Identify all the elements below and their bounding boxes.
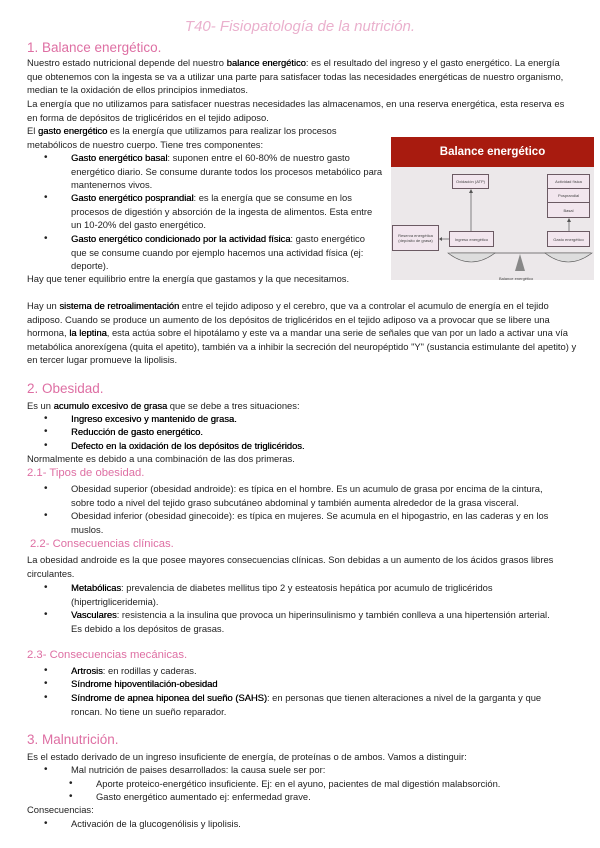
- list-item: • Obesidad inferior (obesidad ginecoide): es típica en mujeres. Se acumula en el hipogastrio, en las caderas y en los muslos.: [71, 509, 566, 536]
- list-item: [71, 664, 566, 678]
- bold-text: Síndrome hipoventilación-obesidad: [71, 678, 218, 689]
- text: : en personas que tienen alteraciones a nivel de la garganta y que roncan. No tiene un sueño reparador.: [71, 692, 542, 717]
- text: es la energía que utilizamos para realizar los procesos metabólicos de nuestro cuerpo. Tiene tres componentes:: [27, 125, 337, 150]
- text: Es un: [27, 400, 54, 411]
- sub-list-item: • Aporte proteico-energético insuficiente. Ej: en el ayuno, pacientes de mal digestión malabsorción.: [96, 777, 576, 791]
- box-oxidacion: Oxidación (ATP): [452, 174, 489, 189]
- balance-energetico-figure: [391, 137, 594, 280]
- bold-text: Gasto energético basal: [71, 152, 168, 163]
- paragraph: Es el estado derivado de un ingreso insuficiente de energía, de proteínas o de ambos. Vamos a distinguir:: [27, 751, 467, 762]
- list-item: [71, 677, 566, 691]
- bold-text: Síndrome de apnea hiponea del sueño (SAHS): [71, 692, 267, 703]
- text: : es la energía que se consume en los procesos de digestión y absorción de la ingesta de alimentos. Esta entre un 10-20% del gasto energético.: [71, 192, 373, 230]
- text: : suponen entre el 60-80% de nuestro gasto energético diario. Se consume durante todos los procesos metabólico para mantenernos vivos.: [71, 152, 383, 190]
- list-item: • Mal nutrición de paises desarrollados: la causa suele ser por:: [71, 763, 551, 777]
- box-reserva: Reserva energética (depósito de grasa): [392, 225, 439, 251]
- list-item: [71, 608, 561, 635]
- text: , esta actúa sobre el hipotálamo y este va a mandar una serie de señales que van por un lado a activar una vía metabólica anorexígena (quita el apetito), también va a inhibir la secreción del neuropéptido "Y" (sustancia estimulante del apetito) y en tercer lugar promueve la lipolisis.: [27, 327, 577, 365]
- heading-tipos-obesidad: 2.1- Tipos de obesidad.: [27, 467, 145, 479]
- sub-list-item: • Gasto energético aumentado ej: enfermedad grave.: [96, 790, 576, 804]
- paragraph: Hay que tener equilibrio entre la energía que gastamos y la que necesitamos.: [27, 273, 350, 284]
- bold-text: balance energético: [226, 57, 306, 68]
- bold-text: Reducción de gasto energético.: [71, 426, 203, 437]
- heading-obesidad: 2. Obesidad.: [27, 381, 104, 396]
- list-item: [71, 232, 371, 273]
- bold-text: Metabólicas: [71, 582, 122, 593]
- heading-consecuencias-clinicas: 2.2- Consecuencias clínicas.: [30, 538, 174, 550]
- bold-text: la leptina: [69, 327, 107, 338]
- box-basal: Basal: [547, 202, 590, 218]
- box-ingreso: Ingreso energético: [449, 231, 494, 247]
- document-title: T40- Fisiopatología de la nutrición.: [184, 18, 416, 35]
- paragraph: [27, 56, 567, 97]
- paragraph: Normalmente es debido a una combinación de las dos primeras.: [27, 453, 295, 464]
- text: Nuestro estado nutricional depende del nuestro: [27, 57, 227, 68]
- text: : es el resultado del ingreso y el gasto energético. La energía que obtenemos con la ingesta se va a utilizar una parte para satisfacer todas las necesidades energéticas de nuestro organismo, median te la oxidación de ellos principios inmediatos.: [27, 57, 564, 95]
- paragraph: La energía que no utilizamos para satisfacer nuestras necesidades las almacenamos, en una reserva energética, esta reserva es en forma de depósitos de triglicéridos en el tejido adiposo.: [27, 98, 565, 123]
- list-item: [71, 151, 383, 192]
- text: entre el tejido adiposo y el cerebro, que va a controlar el acumulo de energía en el tejido adiposo. Cuando se produce un aumento de los depósitos de triglicéridos en el tejido adiposo va a provocar que se libere una hormona,: [27, 300, 550, 338]
- consecuencias-label: Consecuencias:: [27, 804, 94, 815]
- paragraph: La obesidad androide es la que posee mayores consecuencias clínicas. Son debidas a un aumento de los ácidos grasos libres circulantes.: [27, 554, 554, 579]
- box-actividad-fisica: Actividad física: [547, 174, 590, 189]
- text: : prevalencia de diabetes mellitus tipo 2 y esteatosis hepática por acumulo de triglicéridos (hipertrigliceridemia).: [71, 582, 493, 607]
- paragraph: [27, 299, 577, 367]
- bold-text: acumulo excesivo de grasa: [53, 400, 168, 411]
- bold-text: Artrosis: [71, 665, 103, 676]
- bold-text: Defecto en la oxidación de los depósitos de triglicéridos.: [71, 440, 305, 451]
- text: : resistencia a la insulina que provoca un hiperinsulinismo y también conlleva a una hipertensión arterial. Es debido a los depósitos de grasas.: [71, 609, 550, 634]
- text: El: [27, 125, 38, 136]
- text: que se debe a tres situaciones:: [167, 400, 300, 411]
- list-item: [71, 439, 304, 453]
- bold-text: sistema de retroalimentación: [59, 300, 180, 311]
- box-gasto: Gasto energético: [547, 231, 590, 247]
- figure-title: Balance energético: [391, 137, 594, 167]
- paragraph: [27, 124, 377, 151]
- heading-balance-energetico: 1. Balance energético.: [27, 40, 162, 55]
- list-item: [71, 412, 237, 426]
- bold-text: Gasto energético posprandial: [71, 192, 194, 203]
- list-item: [71, 691, 571, 718]
- box-posprandial: Posprandial: [547, 188, 590, 203]
- paragraph: [27, 399, 577, 413]
- heading-malnutricion: 3. Malnutrición.: [27, 732, 119, 747]
- bold-text: Vasculares: [71, 609, 117, 620]
- list-item: • Activación de la glucogenólisis y lipolisis.: [71, 817, 551, 831]
- list-item: [71, 581, 561, 608]
- figure-balance-label: Balance energético: [499, 276, 534, 281]
- text: Hay un: [27, 300, 60, 311]
- heading-consecuencias-mecanicas: 2.3- Consecuencias mecánicas.: [27, 649, 188, 661]
- text: : gasto energético que se consume cuando por ejemplo hacemos una actividad física (ej: deporte).: [71, 233, 365, 271]
- bold-text: gasto energético: [37, 125, 108, 136]
- list-item: • Obesidad superior (obesidad androide): es típica en el hombre. Es un acumulo de grasa por encima de la cintura, sobre todo a nivel del tejido graso subcutáneo abdominal y también aumenta alrededor de la grasa visceral.: [71, 482, 566, 509]
- bold-text: Gasto energético condicionado por la actividad física: [71, 233, 291, 244]
- list-item: [71, 425, 203, 439]
- list-item: [71, 191, 383, 232]
- text: : en rodillas y caderas.: [102, 665, 197, 676]
- bold-text: Ingreso excesivo y mantenido de grasa.: [71, 413, 237, 424]
